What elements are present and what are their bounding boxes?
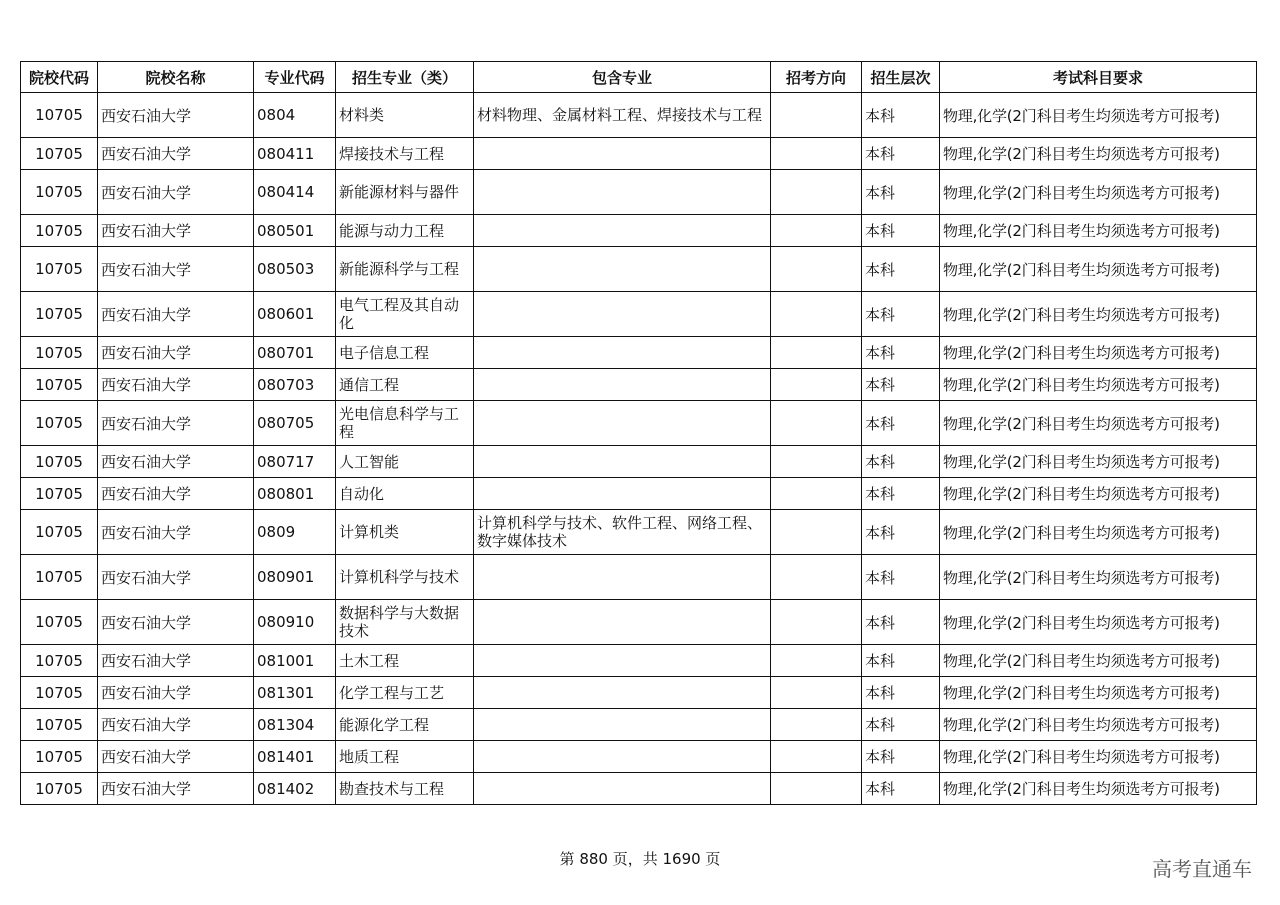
cell-includes: 计算机科学与技术、软件工程、网络工程、数字媒体技术 xyxy=(474,510,771,555)
cell-requirement: 物理,化学(2门科目考生均须选考方可报考) xyxy=(940,369,1257,401)
cell-requirement: 物理,化学(2门科目考生均须选考方可报考) xyxy=(940,215,1257,247)
header-direction: 招考方向 xyxy=(771,62,862,93)
table-row xyxy=(21,600,1257,645)
cell-school-code: 10705 xyxy=(21,645,98,677)
cell-school-code: 10705 xyxy=(21,93,98,138)
table-row xyxy=(21,741,1257,773)
cell-school-name: 西安石油大学 xyxy=(98,709,254,741)
cell-includes xyxy=(474,247,771,292)
cell-direction xyxy=(771,478,862,510)
cell-includes xyxy=(474,170,771,215)
cell-direction xyxy=(771,600,862,645)
cell-direction xyxy=(771,709,862,741)
table-row xyxy=(21,773,1257,805)
cell-major-code: 080501 xyxy=(254,215,336,247)
cell-school-code: 10705 xyxy=(21,600,98,645)
cell-school-name: 西安石油大学 xyxy=(98,369,254,401)
cell-school-code: 10705 xyxy=(21,247,98,292)
cell-major: 电气工程及其自动化 xyxy=(336,292,474,337)
cell-major-code: 080717 xyxy=(254,446,336,478)
header-requirement: 考试科目要求 xyxy=(940,62,1257,93)
cell-includes xyxy=(474,555,771,600)
cell-school-name: 西安石油大学 xyxy=(98,677,254,709)
cell-major: 计算机科学与技术 xyxy=(336,555,474,600)
table-row xyxy=(21,369,1257,401)
cell-school-name: 西安石油大学 xyxy=(98,401,254,446)
cell-major: 勘查技术与工程 xyxy=(336,773,474,805)
cell-requirement: 物理,化学(2门科目考生均须选考方可报考) xyxy=(940,138,1257,170)
table-row xyxy=(21,645,1257,677)
cell-requirement: 物理,化学(2门科目考生均须选考方可报考) xyxy=(940,337,1257,369)
cell-school-name: 西安石油大学 xyxy=(98,478,254,510)
cell-level: 本科 xyxy=(862,741,940,773)
cell-school-code: 10705 xyxy=(21,741,98,773)
cell-school-name: 西安石油大学 xyxy=(98,138,254,170)
table-row xyxy=(21,401,1257,446)
table-row xyxy=(21,709,1257,741)
cell-school-name: 西安石油大学 xyxy=(98,510,254,555)
cell-level: 本科 xyxy=(862,510,940,555)
table-row xyxy=(21,446,1257,478)
table-row xyxy=(21,677,1257,709)
cell-school-name: 西安石油大学 xyxy=(98,555,254,600)
cell-major-code: 080703 xyxy=(254,369,336,401)
cell-requirement: 物理,化学(2门科目考生均须选考方可报考) xyxy=(940,478,1257,510)
cell-requirement: 物理,化学(2门科目考生均须选考方可报考) xyxy=(940,247,1257,292)
cell-level: 本科 xyxy=(862,446,940,478)
table-row xyxy=(21,510,1257,555)
header-level: 招生层次 xyxy=(862,62,940,93)
cell-major-code: 080705 xyxy=(254,401,336,446)
cell-school-code: 10705 xyxy=(21,510,98,555)
cell-level: 本科 xyxy=(862,677,940,709)
cell-requirement: 物理,化学(2门科目考生均须选考方可报考) xyxy=(940,773,1257,805)
header-major-code: 专业代码 xyxy=(254,62,336,93)
cell-major: 新能源科学与工程 xyxy=(336,247,474,292)
cell-major: 化学工程与工艺 xyxy=(336,677,474,709)
cell-school-name: 西安石油大学 xyxy=(98,741,254,773)
cell-direction xyxy=(771,741,862,773)
cell-major-code: 080411 xyxy=(254,138,336,170)
cell-includes xyxy=(474,292,771,337)
cell-direction xyxy=(771,138,862,170)
cell-direction xyxy=(771,170,862,215)
page-number: 第 880 页，共 1690 页 xyxy=(559,850,721,868)
cell-major: 电子信息工程 xyxy=(336,337,474,369)
table-row xyxy=(21,292,1257,337)
cell-requirement: 物理,化学(2门科目考生均须选考方可报考) xyxy=(940,292,1257,337)
cell-school-name: 西安石油大学 xyxy=(98,600,254,645)
table-row xyxy=(21,247,1257,292)
cell-major-code: 081001 xyxy=(254,645,336,677)
cell-direction xyxy=(771,645,862,677)
table-row xyxy=(21,138,1257,170)
cell-major: 数据科学与大数据技术 xyxy=(336,600,474,645)
cell-school-code: 10705 xyxy=(21,773,98,805)
cell-includes xyxy=(474,138,771,170)
cell-school-name: 西安石油大学 xyxy=(98,215,254,247)
cell-school-code: 10705 xyxy=(21,478,98,510)
cell-requirement: 物理,化学(2门科目考生均须选考方可报考) xyxy=(940,555,1257,600)
cell-includes xyxy=(474,369,771,401)
header-includes: 包含专业 xyxy=(474,62,771,93)
cell-direction xyxy=(771,215,862,247)
cell-level: 本科 xyxy=(862,337,940,369)
cell-school-code: 10705 xyxy=(21,677,98,709)
table-row xyxy=(21,337,1257,369)
cell-includes xyxy=(474,773,771,805)
cell-includes xyxy=(474,600,771,645)
cell-major-code: 080503 xyxy=(254,247,336,292)
cell-includes xyxy=(474,401,771,446)
cell-includes xyxy=(474,337,771,369)
cell-level: 本科 xyxy=(862,93,940,138)
cell-direction xyxy=(771,773,862,805)
cell-direction xyxy=(771,401,862,446)
cell-direction xyxy=(771,677,862,709)
cell-major: 能源与动力工程 xyxy=(336,215,474,247)
cell-requirement: 物理,化学(2门科目考生均须选考方可报考) xyxy=(940,709,1257,741)
header-major: 招生专业（类） xyxy=(336,62,474,93)
cell-level: 本科 xyxy=(862,645,940,677)
cell-major: 能源化学工程 xyxy=(336,709,474,741)
watermark-logo: 高考直通车 xyxy=(1152,857,1252,881)
table-row xyxy=(21,93,1257,138)
header-school-name: 院校名称 xyxy=(98,62,254,93)
header-school-code: 院校代码 xyxy=(21,62,98,93)
cell-school-code: 10705 xyxy=(21,337,98,369)
cell-school-code: 10705 xyxy=(21,170,98,215)
cell-major-code: 080901 xyxy=(254,555,336,600)
cell-level: 本科 xyxy=(862,478,940,510)
cell-major-code: 080701 xyxy=(254,337,336,369)
table-row xyxy=(21,170,1257,215)
cell-major-code: 081301 xyxy=(254,677,336,709)
cell-major: 人工智能 xyxy=(336,446,474,478)
cell-school-name: 西安石油大学 xyxy=(98,170,254,215)
cell-school-code: 10705 xyxy=(21,138,98,170)
cell-major-code: 0809 xyxy=(254,510,336,555)
cell-major: 地质工程 xyxy=(336,741,474,773)
cell-level: 本科 xyxy=(862,401,940,446)
cell-level: 本科 xyxy=(862,709,940,741)
cell-major: 自动化 xyxy=(336,478,474,510)
cell-major-code: 080414 xyxy=(254,170,336,215)
cell-requirement: 物理,化学(2门科目考生均须选考方可报考) xyxy=(940,677,1257,709)
cell-requirement: 物理,化学(2门科目考生均须选考方可报考) xyxy=(940,401,1257,446)
cell-school-name: 西安石油大学 xyxy=(98,93,254,138)
cell-level: 本科 xyxy=(862,600,940,645)
cell-major-code: 080910 xyxy=(254,600,336,645)
cell-level: 本科 xyxy=(862,555,940,600)
cell-school-code: 10705 xyxy=(21,215,98,247)
cell-school-name: 西安石油大学 xyxy=(98,337,254,369)
cell-major: 光电信息科学与工程 xyxy=(336,401,474,446)
cell-level: 本科 xyxy=(862,773,940,805)
cell-major-code: 0804 xyxy=(254,93,336,138)
cell-includes xyxy=(474,215,771,247)
cell-major: 新能源材料与器件 xyxy=(336,170,474,215)
cell-level: 本科 xyxy=(862,215,940,247)
cell-major: 计算机类 xyxy=(336,510,474,555)
cell-major: 通信工程 xyxy=(336,369,474,401)
cell-school-code: 10705 xyxy=(21,709,98,741)
cell-direction xyxy=(771,510,862,555)
cell-direction xyxy=(771,93,862,138)
cell-major: 土木工程 xyxy=(336,645,474,677)
cell-includes xyxy=(474,478,771,510)
cell-major-code: 080801 xyxy=(254,478,336,510)
cell-school-code: 10705 xyxy=(21,446,98,478)
cell-major: 材料类 xyxy=(336,93,474,138)
cell-includes xyxy=(474,709,771,741)
cell-direction xyxy=(771,446,862,478)
cell-major-code: 081401 xyxy=(254,741,336,773)
cell-includes xyxy=(474,645,771,677)
table-row xyxy=(21,478,1257,510)
cell-school-name: 西安石油大学 xyxy=(98,292,254,337)
cell-level: 本科 xyxy=(862,170,940,215)
cell-requirement: 物理,化学(2门科目考生均须选考方可报考) xyxy=(940,93,1257,138)
cell-school-name: 西安石油大学 xyxy=(98,773,254,805)
cell-direction xyxy=(771,247,862,292)
cell-direction xyxy=(771,555,862,600)
cell-major-code: 081304 xyxy=(254,709,336,741)
cell-includes xyxy=(474,741,771,773)
cell-direction xyxy=(771,337,862,369)
cell-school-code: 10705 xyxy=(21,555,98,600)
cell-school-code: 10705 xyxy=(21,401,98,446)
table-row xyxy=(21,555,1257,600)
cell-school-name: 西安石油大学 xyxy=(98,645,254,677)
cell-includes xyxy=(474,446,771,478)
cell-includes: 材料物理、金属材料工程、焊接技术与工程 xyxy=(474,93,771,138)
cell-level: 本科 xyxy=(862,292,940,337)
cell-direction xyxy=(771,292,862,337)
cell-major-code: 081402 xyxy=(254,773,336,805)
cell-school-code: 10705 xyxy=(21,292,98,337)
admissions-table xyxy=(20,61,1257,805)
cell-level: 本科 xyxy=(862,138,940,170)
cell-major: 焊接技术与工程 xyxy=(336,138,474,170)
cell-requirement: 物理,化学(2门科目考生均须选考方可报考) xyxy=(940,170,1257,215)
cell-major-code: 080601 xyxy=(254,292,336,337)
cell-school-name: 西安石油大学 xyxy=(98,446,254,478)
cell-requirement: 物理,化学(2门科目考生均须选考方可报考) xyxy=(940,446,1257,478)
cell-level: 本科 xyxy=(862,247,940,292)
cell-requirement: 物理,化学(2门科目考生均须选考方可报考) xyxy=(940,645,1257,677)
cell-school-name: 西安石油大学 xyxy=(98,247,254,292)
cell-requirement: 物理,化学(2门科目考生均须选考方可报考) xyxy=(940,600,1257,645)
cell-direction xyxy=(771,369,862,401)
header-row xyxy=(21,62,1257,93)
cell-school-code: 10705 xyxy=(21,369,98,401)
cell-requirement: 物理,化学(2门科目考生均须选考方可报考) xyxy=(940,741,1257,773)
cell-requirement: 物理,化学(2门科目考生均须选考方可报考) xyxy=(940,510,1257,555)
table-row xyxy=(21,215,1257,247)
cell-level: 本科 xyxy=(862,369,940,401)
cell-includes xyxy=(474,677,771,709)
